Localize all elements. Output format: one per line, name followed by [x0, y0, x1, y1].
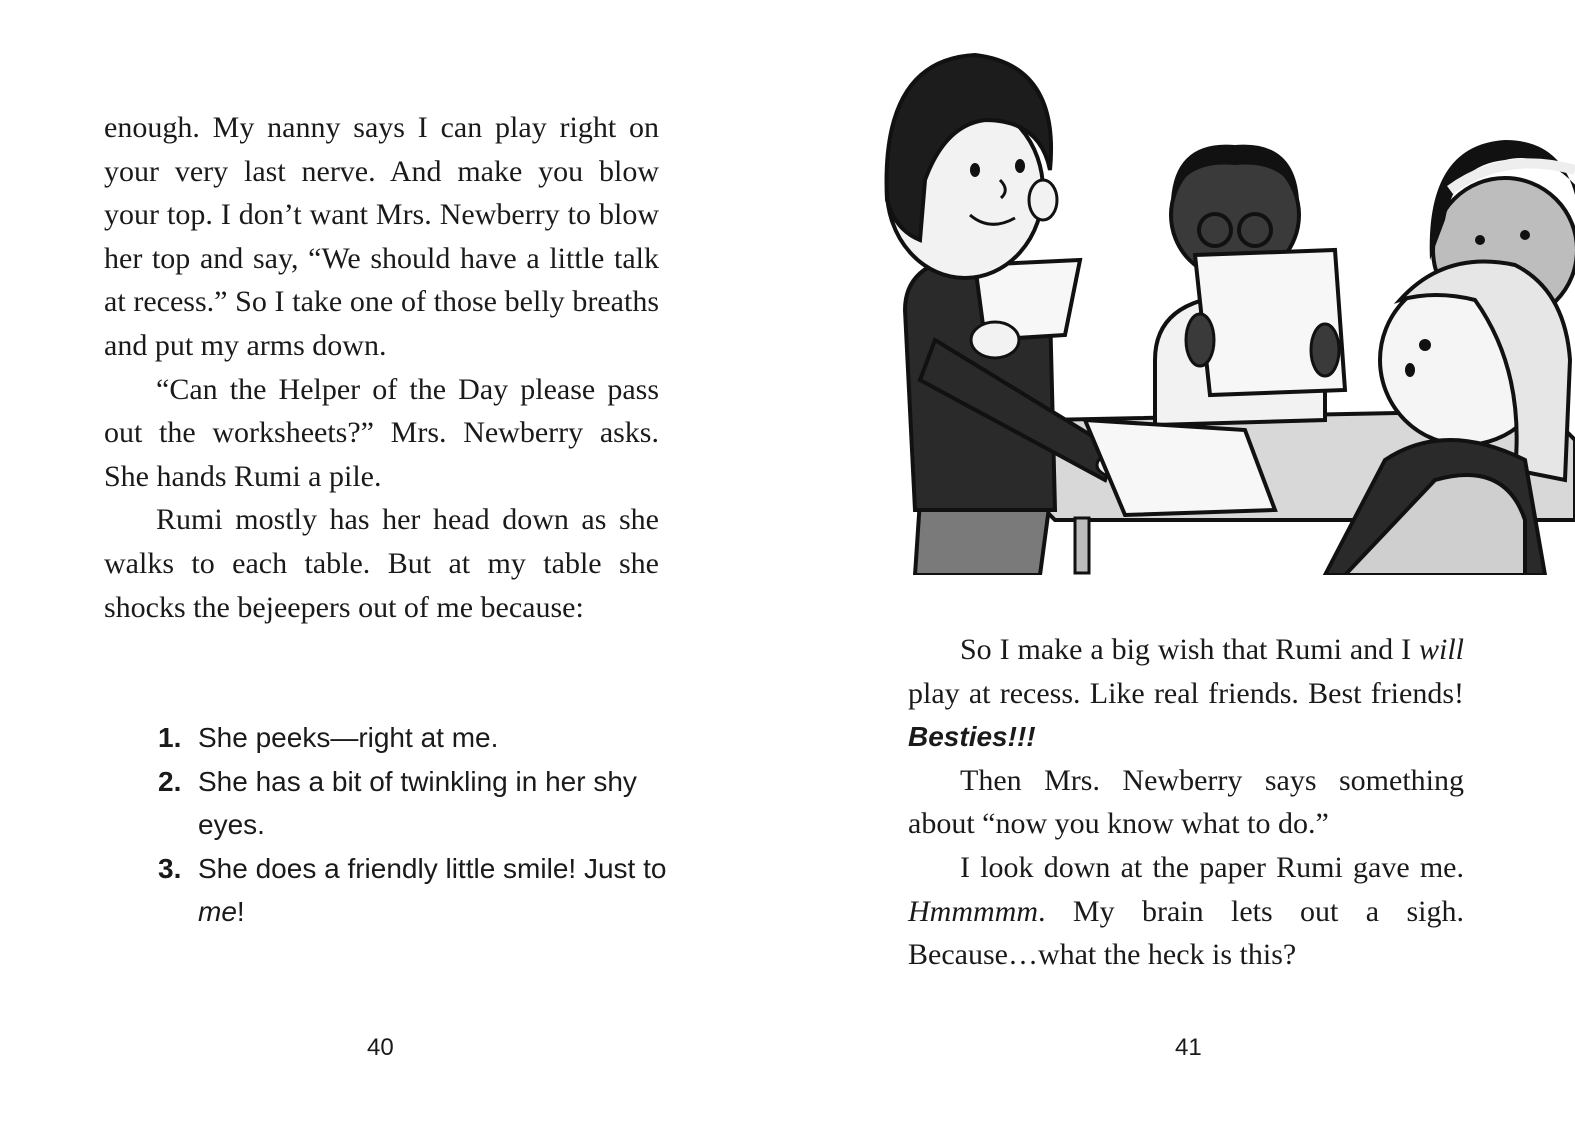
- list-text: She peeks—right at me.: [198, 722, 499, 753]
- page-number: 40: [367, 1034, 394, 1061]
- left-page-text: [104, 106, 659, 629]
- paragraph: So I make a big wish that Rumi and I will play at recess. Like real friends. Best friends! Besties!!!: [908, 633, 1464, 753]
- paragraph: enough. My nanny says I can play right on your very last nerve. And make you blow your top. I don’t want Mrs. Newberry to blow her top and say, “We should have a little talk at recess.” So I take one of those belly breaths and put my arms down.: [104, 111, 659, 362]
- table-leg: [1075, 518, 1089, 573]
- numbered-list: [158, 716, 678, 934]
- rumi-ear: [1029, 180, 1057, 220]
- left-page: [0, 0, 787, 1144]
- list-item: [158, 760, 678, 847]
- list-number: 3.: [158, 852, 182, 884]
- boy-hand: [1186, 314, 1214, 366]
- emphasis: Hmmmmm: [908, 894, 1038, 928]
- emphasis: will: [1418, 633, 1464, 666]
- list-text: She does a friendly little smile! Just to: [198, 852, 667, 884]
- paragraph: Rumi mostly has her head down as she walks to each table. But at my table she shocks the bejeepers out of me because:: [104, 503, 659, 624]
- right-page-text: [908, 628, 1464, 977]
- list-text: She has a bit of twinkling in her shy eyes.: [198, 765, 637, 841]
- list-item: [158, 716, 678, 760]
- besties-emphasis: Besties!!!: [908, 721, 1036, 753]
- list-emphasis: me: [198, 896, 237, 928]
- list-number: 1.: [158, 722, 182, 753]
- page-number: 41: [1175, 1034, 1202, 1061]
- list-item: [158, 847, 678, 934]
- list-text-end: !: [236, 896, 245, 928]
- rumi-hand: [971, 322, 1019, 358]
- classroom-illustration: [825, 40, 1575, 575]
- paragraph: I look down at the paper Rumi gave me. Hmmmmm. My brain lets out a sigh. Because…what the heck is this?: [908, 850, 1464, 972]
- right-page: [787, 0, 1575, 1144]
- paragraph: Then Mrs. Newberry says something about “now you know what to do.”: [908, 763, 1464, 841]
- boy-hand: [1311, 324, 1339, 376]
- list-number: 2.: [158, 765, 182, 797]
- paragraph: “Can the Helper of the Day please pass out the worksheets?” Mrs. Newberry asks. She hands Rumi a pile.: [104, 372, 659, 493]
